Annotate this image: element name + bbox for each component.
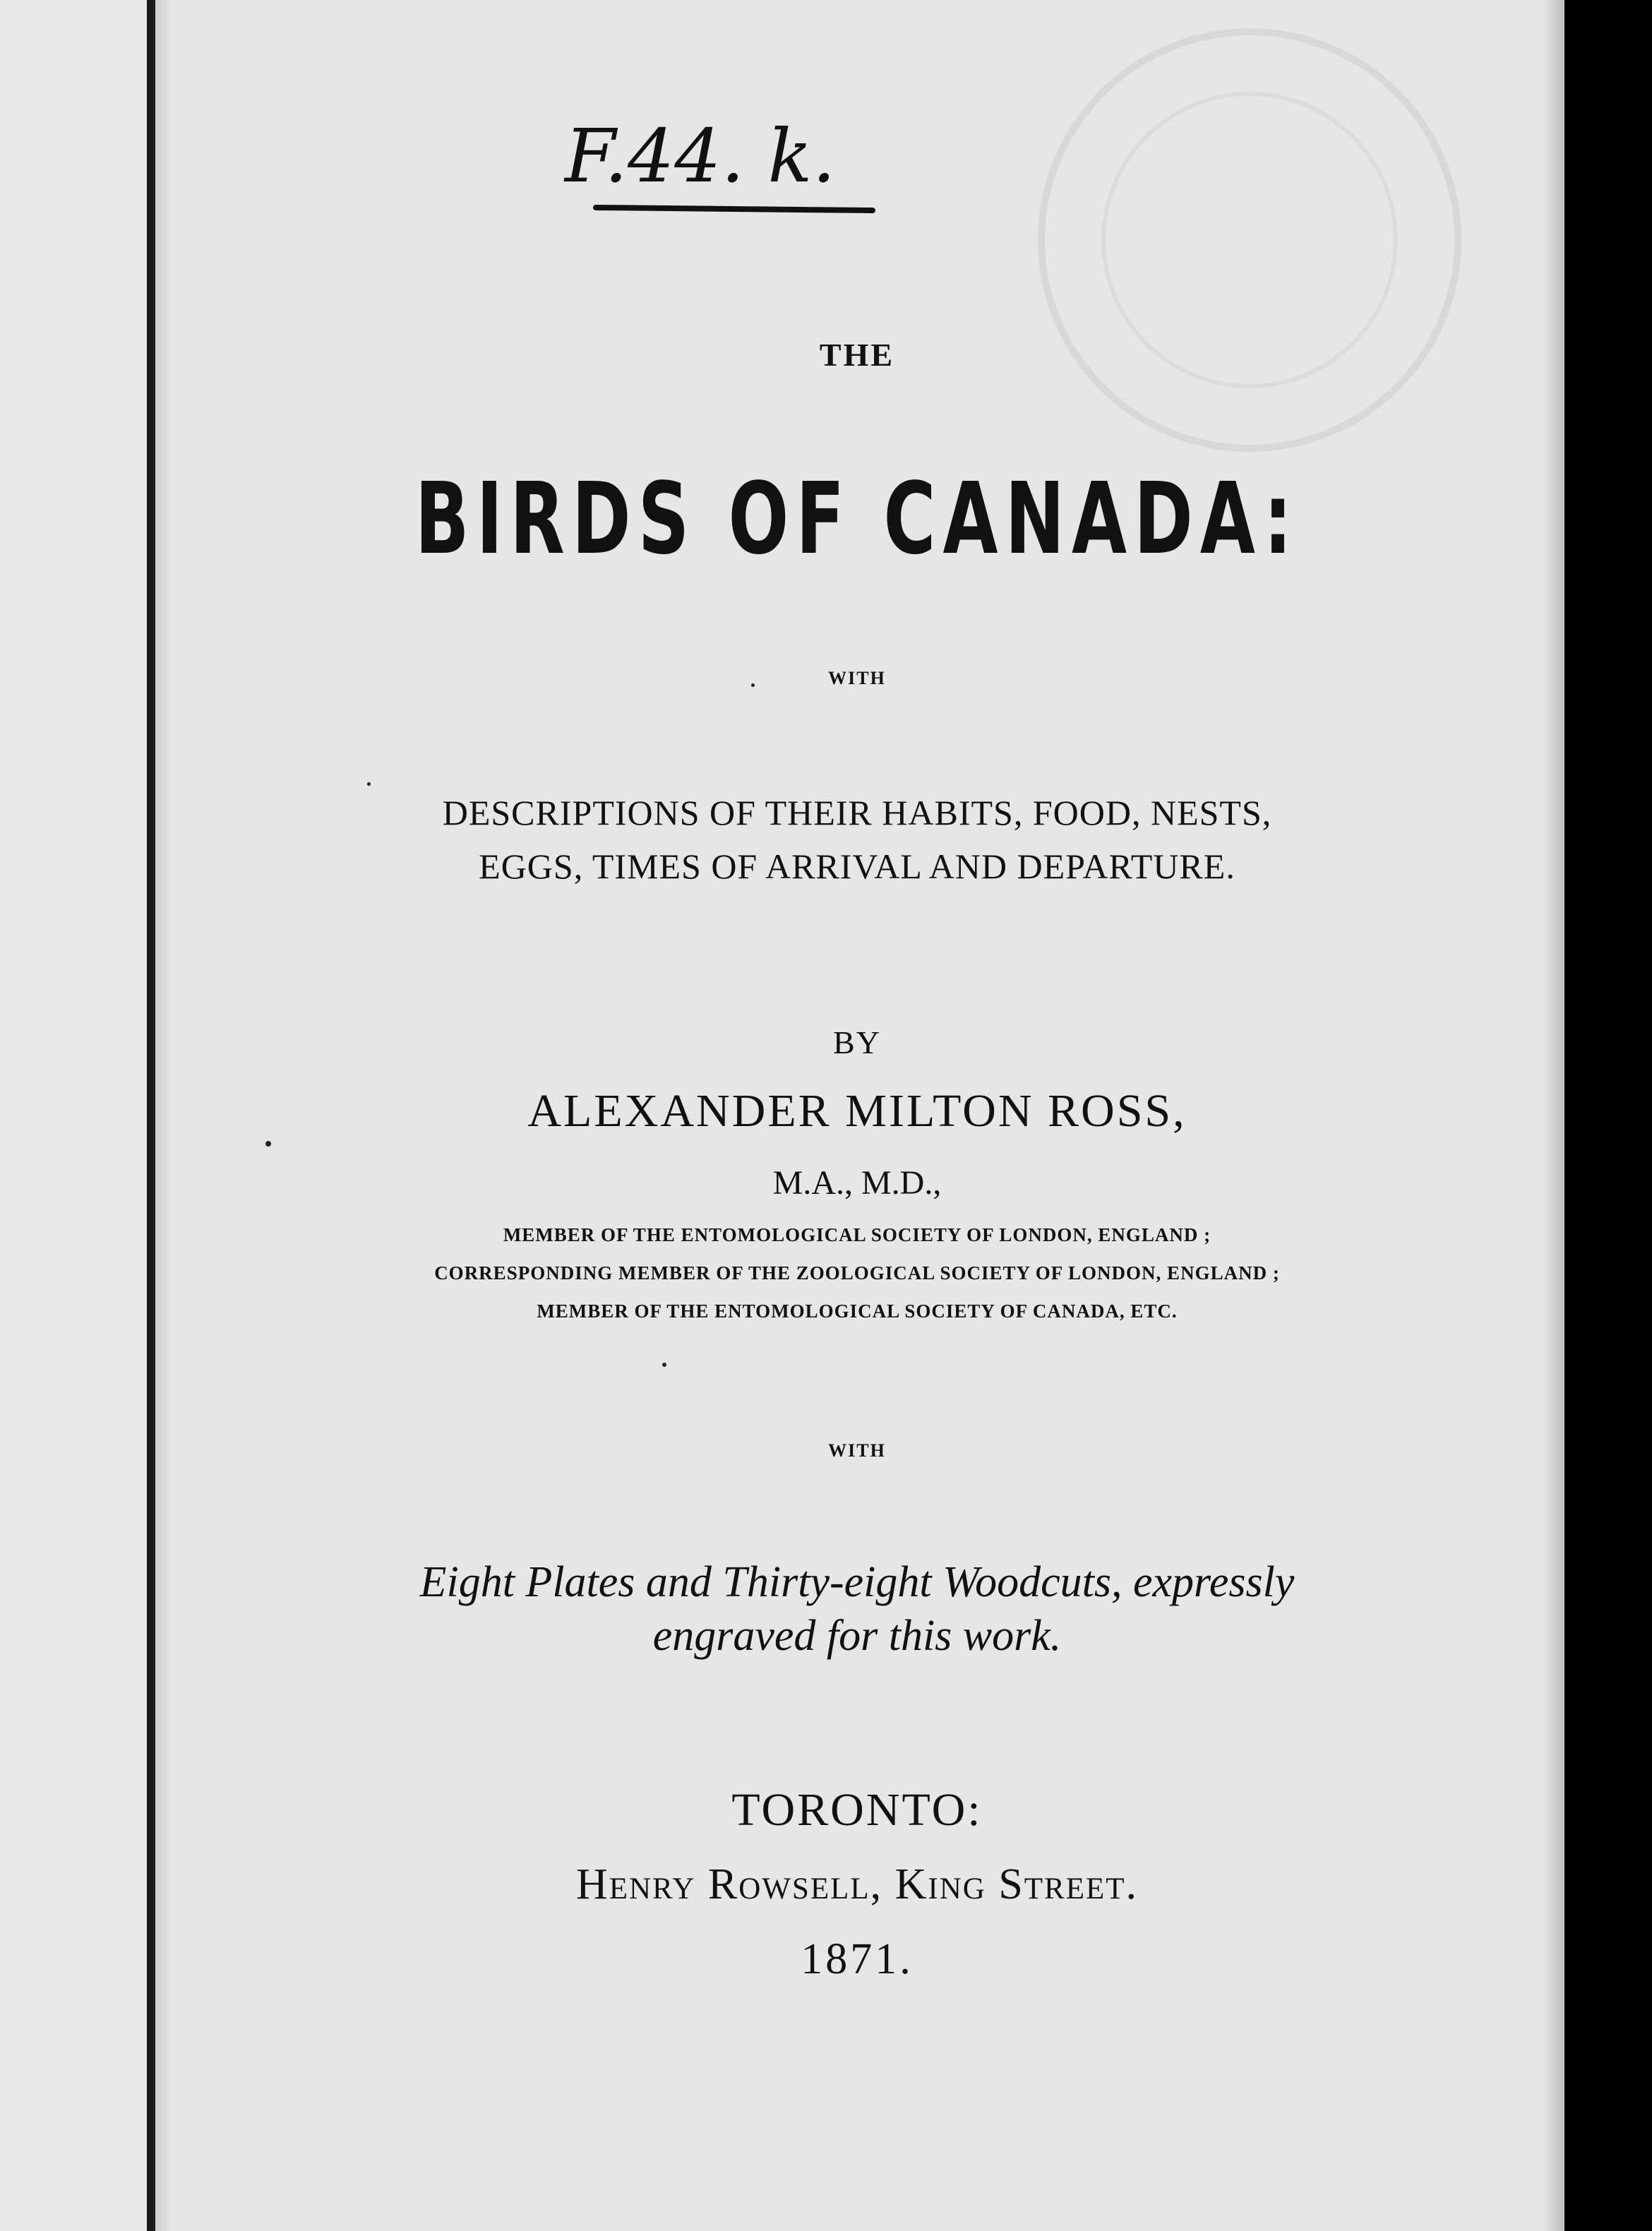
imprint-year: 1871.	[801, 1935, 914, 1983]
illustrations-with: WITH	[828, 1440, 886, 1461]
membership-line-2: CORRESPONDING MEMBER OF THE ZOOLOGICAL SOCIETY OF LONDON, ENGLAND ;	[434, 1262, 1280, 1284]
facing-page-edge	[0, 0, 148, 2231]
membership-line-1: MEMBER OF THE ENTOMOLOGICAL SOCIETY OF LONDON, ENGLAND ;	[503, 1224, 1211, 1245]
author-name: ALEXANDER MILTON ROSS,	[527, 1085, 1187, 1137]
library-stamp-icon	[1038, 28, 1461, 452]
subtitle-line-1: DESCRIPTIONS OF THEIR HABITS, FOOD, NESTS,	[442, 793, 1272, 832]
book-title: BIRDS OF CANADA:	[414, 462, 1300, 577]
imprint-publisher: Henry Rowsell, King Street.	[575, 1860, 1139, 1908]
paper-speck	[265, 1141, 271, 1147]
handwritten-shelfmark: F.44. k.	[565, 113, 836, 199]
imprint-city: TORONTO:	[731, 1784, 983, 1836]
subtitle-with: WITH	[828, 668, 886, 688]
paper-speck	[367, 782, 371, 786]
gutter-shadow	[155, 0, 172, 2231]
author-degrees: M.A., M.D.,	[772, 1164, 942, 1202]
paper-speck	[662, 1363, 666, 1367]
gutter-line	[147, 0, 155, 2231]
shelfmark-underline	[593, 205, 875, 213]
membership-line-3: MEMBER OF THE ENTOMOLOGICAL SOCIETY OF CANADA, ETC.	[537, 1300, 1178, 1322]
illustrations-line-2: engraved for this work.	[652, 1612, 1062, 1660]
illustrations-line-1: Eight Plates and Thirty-eight Woodcuts, expressly	[419, 1558, 1295, 1606]
paper-speck	[751, 683, 755, 687]
subtitle-line-2: EGGS, TIMES OF ARRIVAL AND DEPARTURE.	[479, 847, 1235, 886]
page-right-edge	[1542, 0, 1564, 2231]
title-article: THE	[819, 337, 895, 373]
byline-by: BY	[833, 1024, 881, 1060]
